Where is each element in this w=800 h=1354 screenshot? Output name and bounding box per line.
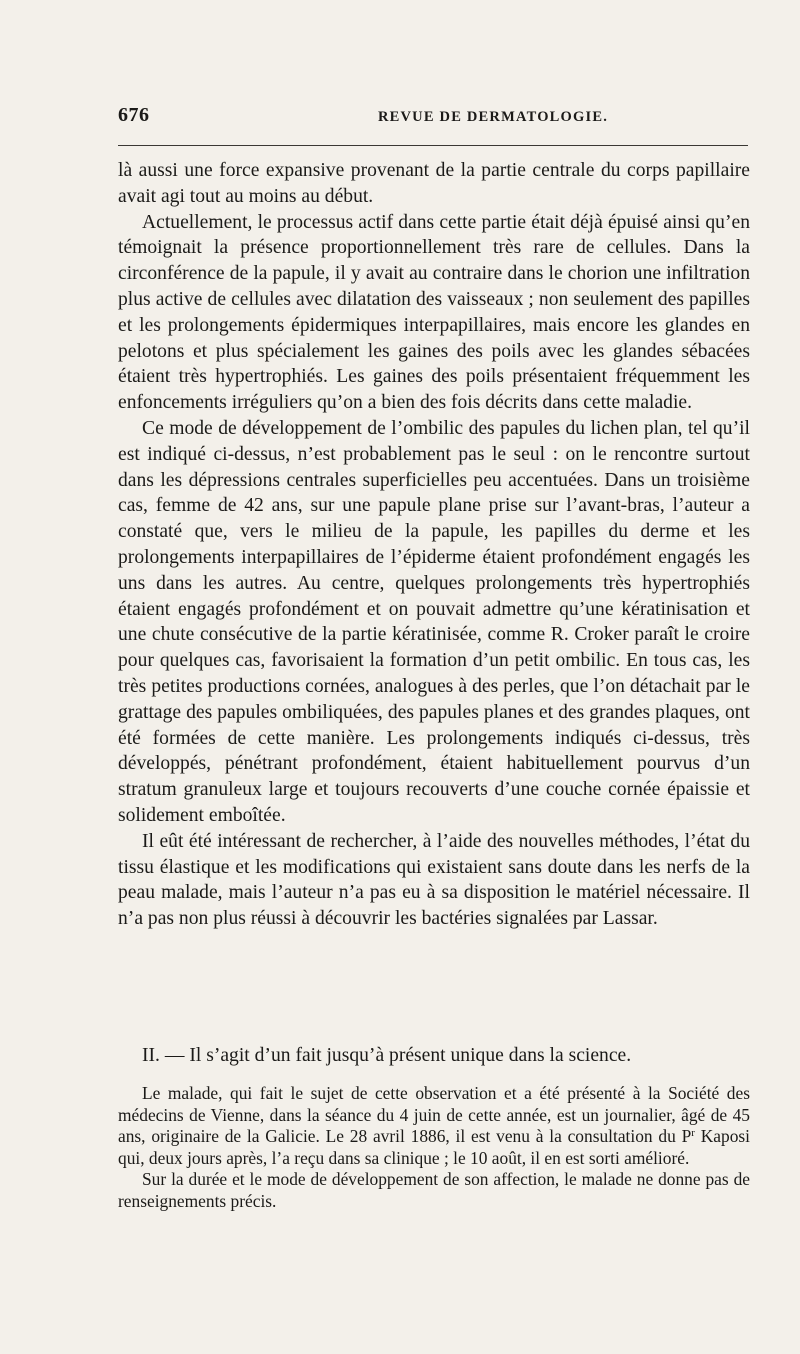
paragraph: Actuellement, le processus actif dans cette partie était déjà épuisé ainsi qu’en témoignait la présence proportionnellement très rare de cellules. Dans la circonférence de la papule, il y avait au contraire dans le chorion une infiltration plus active de cellules avec dilatation des vaisseaux ; non seulement des papilles et les prolongements épidermiques interpapillaires, mais encore les glandes en pelotons et plus spécialement les gaines des poils avec les glandes sébacées étaient très hypertrophiés. Les gaines des poils présentaient fréquemment les enfoncements irréguliers qu’on a bien des fois décrits dans cette maladie. [118,211,750,414]
case-text-end: Kaposi qui, deux jours après, l’a reçu dans sa clinique ; le 10 août, il en est sorti amélioré. [118,1126,750,1168]
section-heading: II. — Il s’agit d’un fait jusqu’à présent unique dans la science. [142,1045,632,1066]
case-paragraph [118,1083,750,1169]
header-rule [118,145,748,146]
page-number: 676 [118,104,150,126]
case-paragraph: Sur la durée et le mode de développement de son affection, le malade ne donne pas de renseignements précis. [118,1169,750,1211]
case-report [118,1083,750,1213]
running-title: REVUE DE DERMATOLOGIE. [377,109,609,125]
page-header [118,104,748,130]
paragraph: Il eût été intéressant de rechercher, à l’aide des nouvelles méthodes, l’état du tissu élastique et les modifications qui existaient sans doute dans les nerfs de la peau malade, mais l’auteur n’a pas eu à sa disposition le matériel nécessaire. Il n’a pas non plus réussi à découvrir les bactéries signalées par Lassar. [118,830,750,930]
superscript: r [691,1127,695,1140]
case-text-start: Le malade, qui fait le sujet de cette observation et a été présenté à la Société des médecins de Vienne, dans la séance du 4 juin de cette année, est un journalier, âgé de 45 ans, originaire de la Galicie. Le 28 avril 1886, il est venu à la consultation du P [118,1083,750,1147]
paragraph: là aussi une force expansive provenant de la partie centrale du corps papillaire avait agi tout au moins au début. [118,160,750,207]
paragraph: Ce mode de développement de l’ombilic des papules du lichen plan, tel qu’il est indiqué ci-dessus, n’est probablement pas le seul : on le rencontre surtout dans les dépressions centrales superficielles peu accentuées. Dans un troisième cas, femme de 42 ans, sur une papule plane prise sur l’avant-bras, l’auteur a constaté que, vers le milieu de la papule, les papilles du derme et les prolongements interpapillaires de l’épiderme étaient profondément engagés les uns dans les autres. Au centre, quelques prolongements très hypertrophiés étaient engagés profondément et on pouvait admettre qu’une kératinisation et une chute consécutive de la partie kératinisée, comme R. Croker paraît le croire pour quelques cas, favorisaient la formation d’un petit ombilic. En tous cas, les très petites productions cornées, analogues à des perles, que l’on détachait par le grattage des papules ombiliquées, des papules planes et des grandes plaques, ont été formées de cette manière. Les prolongements indiqués ci-dessus, très développés, pénétrant profondément, étaient habituellement pourvus d’un stratum granuleux large et toujours recouverts d’une couche cornée épaissie et solidement emboîtée. [118,417,750,826]
body-text [118,158,750,932]
